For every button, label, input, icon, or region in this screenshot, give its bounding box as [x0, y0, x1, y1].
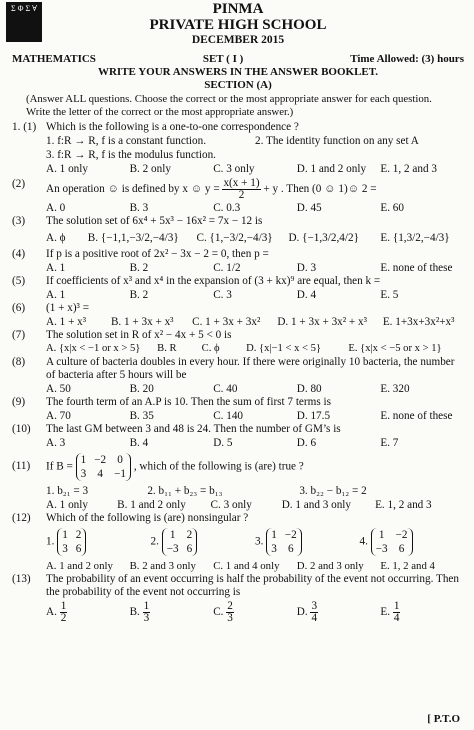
question-text: The fourth term of an A.P is 10. Then the sum of first 7 terms is: [46, 396, 331, 408]
question-5: [12, 275, 464, 288]
question-number: (9): [12, 396, 26, 408]
option-b: B. 35: [129, 410, 154, 422]
matrix-entry: 4: [97, 468, 103, 480]
option-label: C.: [213, 606, 224, 619]
matrix-b: [76, 453, 131, 481]
fraction-denominator: 3: [143, 612, 150, 624]
question-3: [12, 215, 464, 228]
option-a: A. 50: [46, 383, 71, 395]
option-c: D. 5: [213, 437, 233, 449]
question-1: [12, 121, 464, 134]
option-e: [380, 601, 464, 624]
page-turn-note: [ P.T.O: [427, 713, 460, 726]
matrix-entry: 3: [80, 468, 87, 480]
matrix-entry: 6: [75, 543, 82, 555]
option-e: E. 1, 2 and 3: [380, 163, 437, 175]
statement: 3. b₂₂ − b₁₂ = 2: [299, 485, 367, 497]
question-4: [12, 248, 464, 261]
question-12: [12, 512, 464, 525]
question-text: (1 + x)³ =: [46, 302, 90, 314]
option-b: B. 20: [129, 383, 154, 395]
question-number: (6): [12, 302, 26, 314]
question-text-pre: If B =: [46, 460, 73, 473]
option-b: B. 1 + 3x + x³: [110, 316, 174, 328]
fraction-numerator: 2: [227, 600, 233, 612]
option-a: A. 0: [46, 202, 66, 214]
fraction-denominator: 4: [393, 612, 400, 624]
question-8-options: [12, 382, 464, 396]
question-2-options: [12, 201, 464, 215]
question-3-options: [12, 228, 464, 248]
choice-label: 1.: [46, 535, 55, 548]
question-text-pre: An operation ☺ is defined by x ☺ y =: [46, 183, 220, 196]
option-d: D. 6: [296, 437, 317, 449]
matrix-choice-3: [255, 528, 360, 556]
option-a: [46, 601, 130, 624]
fraction-numerator: 3: [311, 600, 318, 612]
option-d: D. {x|−1 < x < 5}: [246, 343, 322, 354]
option-c: C. ϕ: [201, 343, 220, 354]
option-a: A. 1 only: [46, 163, 88, 175]
question-text-post: , which of the following is (are) true ?: [133, 460, 304, 473]
matrix-entry: −3: [166, 543, 179, 555]
fraction-numerator: 1: [60, 600, 67, 612]
matrix: [371, 528, 413, 556]
matrix-entry: 3: [271, 543, 277, 555]
fraction-denominator: 2: [238, 189, 245, 201]
school-name-line1: PINMA: [212, 1, 264, 17]
question-10: [12, 423, 464, 436]
fraction: [222, 178, 260, 201]
fraction-numerator: 1: [143, 600, 150, 612]
option-b: B. {−1,1,−3/2,−4/3}: [87, 232, 179, 244]
question-number: 1. (1): [12, 121, 37, 133]
option-a: A. 3: [46, 437, 66, 449]
question-text: A culture of bacteria doubles in every hour. If there were originally 10 bacteria, the number of bacteria after 5 hours will be: [46, 356, 455, 381]
option-c: C. 3 only: [210, 499, 252, 511]
question-number: (3): [12, 215, 26, 227]
statement: 1. b₂₁ = 3: [46, 485, 89, 497]
option-e: E. 7: [380, 437, 399, 449]
option-a: A. 1 and 2 only: [46, 560, 113, 572]
question-13: [12, 573, 464, 599]
instructions: [12, 93, 464, 119]
matrix-entry: 6: [287, 543, 294, 555]
statement: 1. f:R → R, f is a constant function.: [46, 135, 207, 147]
option-b: B. 1 and 2 only: [117, 499, 186, 511]
question-7: [12, 329, 464, 342]
choice-label: 2.: [150, 535, 159, 548]
question-7-options: [12, 342, 464, 356]
option-e: E. 1, 2 and 4: [380, 560, 435, 572]
option-c: C. 3: [213, 289, 232, 301]
option-label: B.: [129, 606, 140, 619]
option-c: C. 1 + 3x + 3x²: [192, 316, 261, 328]
option-a: A. 70: [46, 410, 71, 422]
fraction-denominator: 2: [60, 612, 67, 624]
question-text: Which is the following is a one-to-one correspondence ?: [46, 121, 299, 133]
question-text: The probability of an event occurring is half the probability of the event not occurring. Then the probability of the event not occurring is: [46, 573, 459, 598]
matrix-entry: 2: [75, 529, 82, 541]
question-11-options: [12, 498, 464, 512]
set-number: SET ( I ): [202, 53, 244, 65]
option-c: [213, 601, 297, 624]
fraction: [310, 601, 318, 624]
option-e: E. 60: [380, 202, 404, 214]
instruction-line-2: Write the letter of the correct or the most appropriate answer.): [26, 106, 294, 118]
matrix-entry: 2: [186, 529, 193, 541]
matrix-entry: −3: [375, 543, 388, 555]
option-e: E. 1+3x+3x²+x³: [382, 316, 455, 328]
option-e: E. none of these: [380, 410, 453, 422]
option-a: A. 1 only: [46, 499, 88, 511]
fraction: [143, 601, 151, 624]
option-e: E. 320: [380, 383, 410, 395]
option-a: A. 1: [46, 262, 66, 274]
option-c: C. 40: [213, 383, 238, 395]
option-b: [130, 601, 214, 624]
question-text: The solution set in R of x² − 4x + 5 < 0 is: [46, 329, 232, 341]
exam-info-row: [12, 53, 464, 66]
question-number: (10): [12, 423, 31, 435]
question-text: The last GM between 3 and 48 is 24. Then the number of GM’s is: [46, 423, 341, 435]
instruction-line-1: (Answer ALL questions. Choose the correct or the most appropriate answer for each question.: [26, 93, 432, 105]
question-9: [12, 396, 464, 409]
question-number: (5): [12, 275, 26, 287]
option-c: C. 0.3: [213, 202, 241, 214]
matrix-entry: 1: [80, 454, 87, 466]
question-4-options: [12, 261, 464, 275]
matrix-entry: 1: [169, 529, 176, 541]
option-b: B. R: [157, 343, 177, 354]
question-1-options: [12, 162, 464, 176]
option-label: E.: [380, 606, 391, 619]
option-d: D. 45: [296, 202, 322, 214]
fraction-numerator: 1: [393, 600, 400, 612]
option-d: D. 2 and 3 only: [296, 560, 364, 572]
matrix-choice-2: [151, 528, 256, 556]
question-text: If p is a positive root of 2x² − 3x − 2 = 0, then p =: [46, 248, 269, 260]
option-c: C. 3 only: [213, 163, 255, 175]
option-c: C. 1 and 4 only: [213, 560, 280, 572]
matrix: [266, 528, 302, 556]
question-number: (4): [12, 248, 26, 260]
option-e: E. {x|x < −5 or x > 1}: [348, 343, 442, 354]
matrix-entry: 1: [271, 529, 277, 541]
matrix-entry: 6: [398, 543, 405, 555]
fraction-numerator: x(x + 1): [223, 177, 260, 189]
option-a: A. 1 + x³: [46, 316, 87, 328]
question-text: The solution set of 6x⁴ + 5x³ − 16x² = 7x − 12 is: [46, 215, 263, 227]
question-number: (12): [12, 512, 31, 524]
question-6-options: [12, 315, 464, 329]
option-b: B. 4: [129, 437, 149, 449]
option-a: A. {x|x < −1 or x > 5}: [46, 343, 141, 354]
option-c: C. 1/2: [213, 262, 241, 274]
question-number: (11): [12, 460, 31, 472]
option-label: D.: [296, 606, 308, 619]
main-instruction: WRITE YOUR ANSWERS IN THE ANSWER BOOKLET.: [97, 66, 379, 78]
option-d: D. {−1,3/2,4/2}: [288, 232, 359, 244]
option-e: E. 5: [380, 289, 399, 301]
option-c: C. 140: [213, 410, 244, 422]
question-6: [12, 302, 464, 315]
matrix-entry: −2: [94, 454, 107, 466]
subject: MATHEMATICS: [12, 53, 96, 65]
option-d: D. 1 and 2 only: [296, 163, 367, 175]
question-1-statements: [12, 148, 464, 162]
matrix-choice-1: [46, 528, 151, 556]
question-number: (7): [12, 329, 26, 341]
option-a: A. 1: [46, 289, 66, 301]
choice-label: 4.: [359, 535, 368, 548]
matrix-entry: −1: [114, 468, 127, 480]
option-d: D. 4: [296, 289, 317, 301]
statement: 2. The identity function on any set A: [255, 135, 419, 147]
option-d: D. 1 + 3x + 3x² + x³: [277, 316, 367, 328]
question-text: Which of the following is (are) nonsingular ?: [46, 512, 249, 524]
option-d: [297, 601, 381, 624]
question-12-matrices: [12, 528, 464, 556]
option-b: B. 2: [129, 262, 149, 274]
question-1-statements: [12, 134, 464, 148]
question-9-options: [12, 409, 464, 423]
option-label: A.: [46, 606, 57, 619]
option-d: D. 3: [296, 262, 317, 274]
fraction: [393, 601, 401, 624]
section-title: SECTION (A): [204, 79, 272, 91]
option-c: C. {1,−3/2,−4/3}: [196, 232, 273, 244]
school-name-line2: PRIVATE HIGH SCHOOL: [149, 17, 327, 33]
question-number: (8): [12, 356, 26, 368]
option-a: A. ϕ: [46, 232, 66, 244]
question-8: [12, 356, 464, 382]
question-text: If coefficients of x³ and x⁴ in the expansion of (3 + kx)⁹ are equal, then k =: [46, 275, 381, 287]
question-5-options: [12, 288, 464, 302]
matrix-entry: −2: [284, 529, 297, 541]
matrix-entry: −2: [395, 529, 408, 541]
option-b: B. 2 and 3 only: [129, 560, 196, 572]
matrix-entry: 3: [62, 543, 68, 555]
fraction: [60, 601, 68, 624]
option-b: B. 2 only: [129, 163, 171, 175]
statement: 3. f:R → R, f is the modulus function.: [46, 149, 216, 161]
question-11-statements: [12, 484, 464, 498]
choice-label: 3.: [255, 535, 264, 548]
fraction-denominator: 4: [311, 612, 318, 624]
option-e: E. 1, 2 and 3: [375, 499, 432, 511]
option-e: E. none of these: [380, 262, 453, 274]
question-11: [12, 453, 464, 481]
option-d: D. 1 and 3 only: [281, 499, 351, 511]
school-logo: Σ Φ Σ ∀: [6, 2, 42, 42]
question-2: [12, 178, 464, 201]
exam-date: DECEMBER 2015: [191, 34, 285, 46]
matrix-entry: 1: [378, 529, 385, 541]
fraction: [226, 601, 234, 624]
option-d: D. 17.5: [296, 410, 331, 422]
option-b: B. 2: [129, 289, 149, 301]
question-text: [46, 178, 464, 201]
question-10-options: [12, 436, 464, 450]
matrix: [162, 528, 198, 556]
matrix-entry: 0: [117, 454, 123, 466]
matrix-entry: 1: [62, 529, 68, 541]
question-13-options: [12, 601, 464, 624]
matrix-choice-4: [360, 528, 465, 556]
question-text: [46, 453, 464, 481]
question-text-post: + y . Then (0 ☺ 1)☺ 2 =: [263, 183, 377, 196]
question-number: (2): [12, 178, 26, 190]
matrix-entry: 6: [186, 543, 193, 555]
question-number: (13): [12, 573, 31, 585]
option-e: E. {1,3/2,−4/3}: [380, 232, 450, 244]
option-d: D. 80: [296, 383, 322, 395]
fraction-denominator: 3: [227, 612, 233, 624]
option-b: B. 3: [129, 202, 149, 214]
question-12-options: [12, 559, 464, 573]
time-allowed: Time Allowed: (3) hours: [350, 53, 464, 65]
statement: 2. b₁₁ + b₂₃ = b₁₃: [147, 485, 223, 497]
matrix: [57, 528, 86, 556]
